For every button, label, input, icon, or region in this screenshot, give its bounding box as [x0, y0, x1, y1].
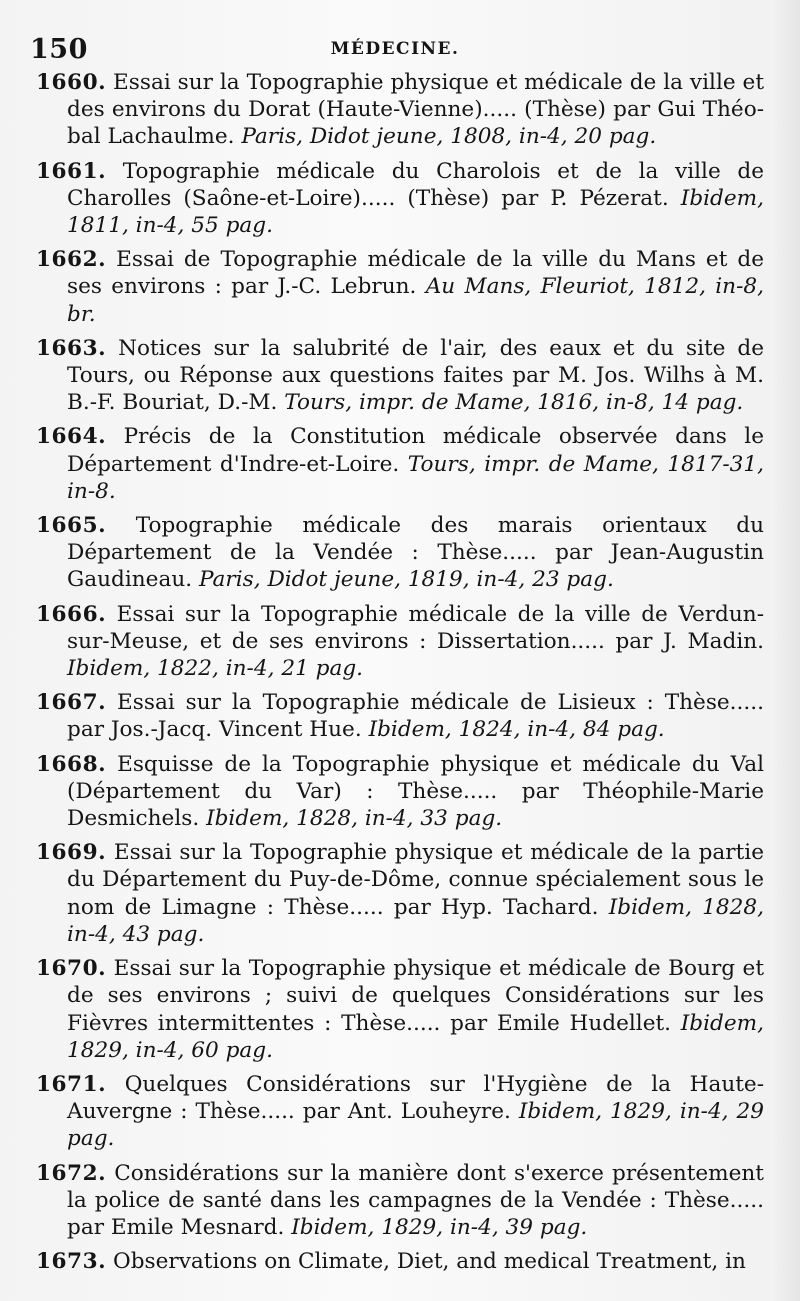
- bibliography-entry: [36, 1160, 764, 1242]
- entry-number: 1673.: [36, 1249, 107, 1275]
- entry-publication: Paris, Didot jeune, 1819, in-4, 23 pag.: [198, 567, 614, 593]
- entry-number: 1662.: [36, 247, 107, 273]
- entry-publication: Ibidem, 1811, in-4, 55 pag.: [67, 185, 764, 239]
- bibliography-entry: [36, 689, 764, 743]
- entry-number: 1661.: [36, 158, 107, 184]
- entry-publication: Ibidem, 1829, in-4, 29 pag.: [67, 1099, 764, 1152]
- bibliography-entry: [36, 751, 764, 833]
- entry-publication: Ibidem, 1829, in-4, 39 pag.: [291, 1214, 588, 1240]
- entry-title: Précis de la Constitution médicale observée dans le Département d'Indre-et-Loire.: [67, 424, 764, 477]
- entry-publication: Ibidem, 1828, in-4, 33 pag.: [206, 806, 503, 832]
- entry-number: 1669.: [36, 840, 107, 866]
- entry-publication: Paris, Didot jeune, 1808, in-4, 20 pag.: [241, 124, 657, 150]
- bibliography-entry: [36, 839, 764, 948]
- entry-title: Essai sur la Topographie médicale de Lisieux : Thèse..... par Jos.-Jacq. Vincent Hue.: [67, 690, 764, 743]
- page-number: 150: [30, 34, 88, 65]
- running-head: MÉDECINE.: [330, 39, 460, 59]
- entry-number: 1663.: [36, 335, 107, 361]
- entry-publication: Tours, impr. de Mame, 1816, in-8, 14 pag.: [284, 390, 744, 416]
- entry-title: Topographie médicale des marais orientaux du Département de la Vendée : Thèse..... par Jean-Augustin Gaudineau.: [67, 513, 764, 593]
- bibliography-list: [36, 69, 764, 1282]
- entry-title: Essai sur la Topographie physique et médicale de la partie du Département du Puy-de-Dôme, connue spécialement sous le nom de Limagne : Thèse..... par Hyp. Tachard.: [67, 840, 764, 920]
- bibliography-entry: [36, 335, 764, 417]
- entry-title: Essai sur la Topographie médicale de la ville de Verdun-sur-Meuse, et de ses environs : Dissertation..... par J. Madin.: [67, 601, 764, 654]
- bibliography-entry: [36, 423, 764, 505]
- entry-number: 1672.: [36, 1160, 107, 1186]
- entry-title: Essai sur la Topographie physique et médicale de Bourg et de ses environs ; suivi de quelques Considérations sur les Fièvres intermittentes : Thèse..... par Emile Hudellet.: [67, 956, 764, 1036]
- entry-title: Notices sur la salubrité de l'air, des eaux et du site de Tours, ou Réponse aux questions faites par M. Jos. Wilhs à M. B.-F. Bouriat, D.-M.: [67, 335, 764, 416]
- entry-publication: Ibidem, 1824, in-4, 84 pag.: [368, 717, 665, 743]
- entry-publication: Tours, impr. de Mame, 1817-31, in-8.: [67, 451, 764, 504]
- bibliography-entry: [36, 1248, 764, 1275]
- entry-continuation: bal Lachaulme.: [67, 124, 235, 150]
- entry-title: Esquisse de la Topographie physique et médicale du Val (Département du Var) : Thèse..... par Théophile-Marie Desmichels.: [67, 751, 764, 832]
- entry-title: Topographie médicale du Charolois et de la ville de Charolles (Saône-et-Loire)..... (Thèse) par P. Pézerat.: [67, 158, 764, 211]
- bibliography-entry: [36, 69, 764, 151]
- entry-number: 1670.: [36, 956, 107, 982]
- entry-number: 1667.: [36, 690, 107, 716]
- entry-number: 1668.: [36, 751, 107, 777]
- bibliography-entry: [36, 512, 764, 594]
- entry-title: Observations on Climate, Diet, and medical Treatment, in: [113, 1249, 746, 1275]
- entry-title: Considérations sur la manière dont s'exerce présentement la police de santé dans les campagnes de la Vendée : Thèse..... par Emile Mesnard.: [67, 1160, 764, 1240]
- entry-number: 1665.: [36, 513, 107, 539]
- entry-publication: Ibidem, 1822, in-4, 21 pag.: [67, 656, 364, 682]
- bibliography-entry: [36, 601, 764, 683]
- entry-publication: Au Mans, Fleuriot, 1812, in-8, br.: [67, 274, 764, 327]
- entry-number: 1666.: [36, 601, 107, 627]
- bibliography-entry: [36, 158, 764, 240]
- entry-number: 1671.: [36, 1071, 107, 1097]
- bibliography-entry: [36, 1071, 764, 1153]
- entry-title: Essai de Topographie médicale de la ville du Mans et de ses environs : par J.-C. Lebrun.: [67, 247, 764, 300]
- bibliography-entry: [36, 246, 764, 328]
- entry-publication: Ibidem, 1829, in-4, 60 pag.: [67, 1010, 764, 1063]
- entry-title: Quelques Considérations sur l'Hygiène de la Haute-Auvergne : Thèse..... par Ant. Louheyre.: [67, 1071, 764, 1125]
- entry-publication: Ibidem, 1828, in-4, 43 pag.: [67, 894, 764, 947]
- entry-number: 1664.: [36, 424, 107, 450]
- page-header: [30, 34, 760, 68]
- bibliography-entry: [36, 955, 764, 1064]
- entry-title: Essai sur la Topographie physique et médicale de la ville et des environs du Dorat (Haute-Vienne)..... (Thèse) par Gui Théo-: [67, 70, 764, 123]
- page-shadow: [772, 0, 800, 1301]
- entry-number: 1660.: [36, 70, 107, 95]
